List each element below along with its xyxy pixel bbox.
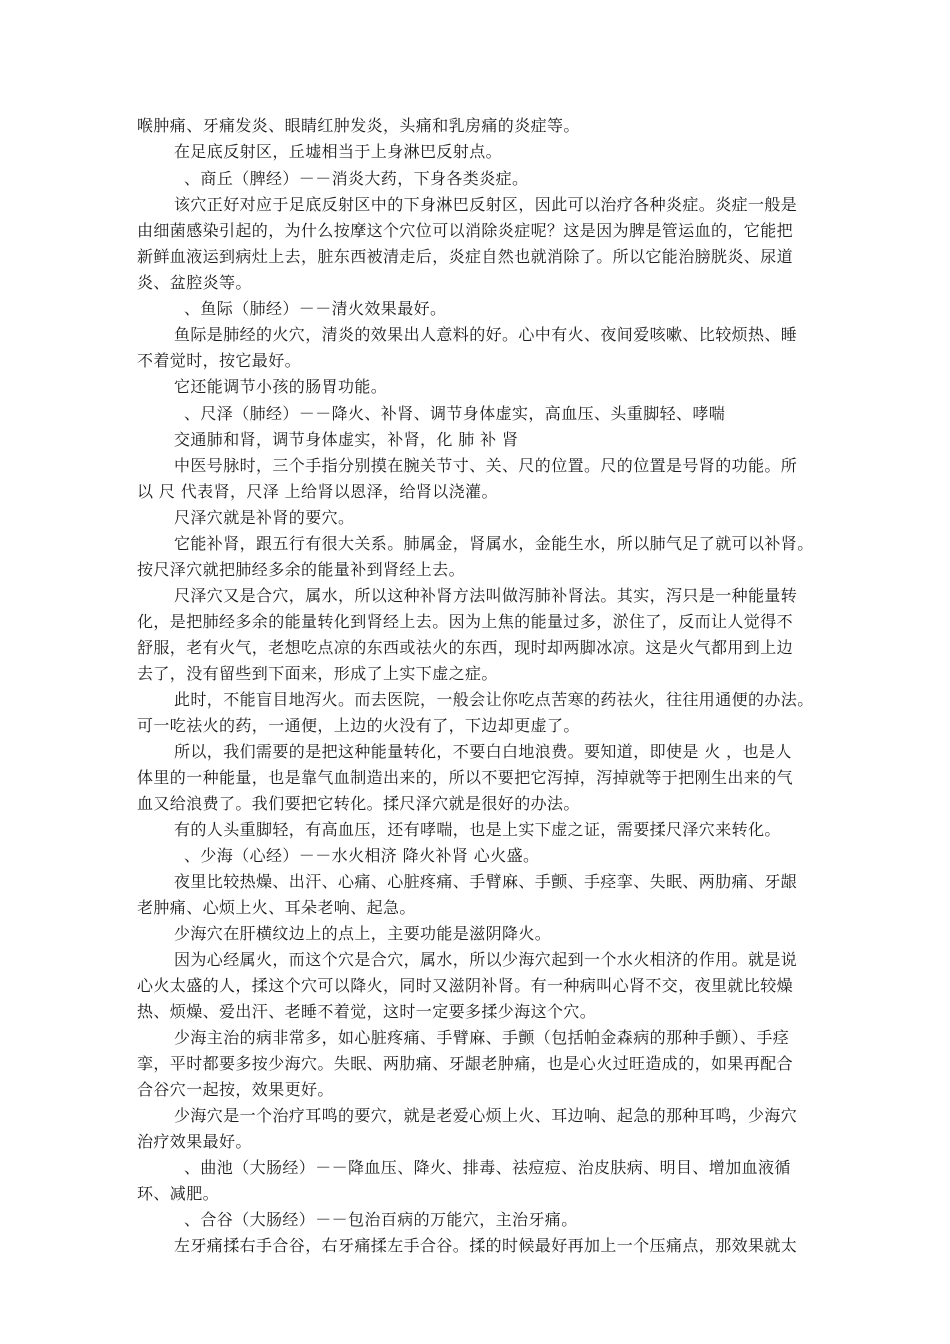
text-line: 少海穴在肝横纹边上的点上，主要功能是滋阴降火。 [174,924,552,943]
text-line: 化，是把肺经多余的能量转化到肾经上去。因为上焦的能量过多，淤住了，反而让人觉得不 [137,612,794,631]
text-line: 在足底反射区，丘墟相当于上身淋巴反射点。 [174,142,503,161]
text-line: 此时，不能盲目地泻火。而去医院，一般会让你吃点苦寒的药祛火，往往用通便的办法。 [174,690,814,709]
text-line: 去了，没有留些到下面来，形成了上实下虚之症。 [137,664,498,683]
text-line: 交通肺和肾，调节身体虚实，补肾，化 肺 补 肾 [174,430,519,449]
text-line: 心火太盛的人，揉这个穴可以降火，同时又滋阴补肾。有一种病叫心肾不交，夜里就比较燥 [137,976,794,995]
text-line: 鱼际是肺经的火穴，清炎的效果出人意料的好。心中有火、夜间爱咳嗽、比较烦热、睡 [174,325,798,344]
text-line: 血又给浪费了。我们要把它转化。揉尺泽穴就是很好的办法。 [137,794,580,813]
text-line: 由细菌感染引起的，为什么按摩这个穴位可以消除炎症呢？这是因为脾是管运血的，它能把 [137,221,794,240]
text-line: 可一吃祛火的药，一通便，上边的火没有了，下边却更虚了。 [137,716,580,735]
text-line: 有的人头重脚轻，有高血压，还有哮喘，也是上实下虚之证，需要揉尺泽穴来转化。 [174,820,781,839]
text-line: 热、烦燥、爱出汗、老睡不着觉，这时一定要多揉少海这个穴。 [137,1002,597,1021]
text-line: 治疗效果最好。 [137,1132,252,1151]
text-line: 尺泽穴就是补肾的要穴。 [174,508,355,527]
text-line: 它还能调节小孩的肠胃功能。 [174,377,388,396]
text-line: 合谷穴一起按，效果更好。 [137,1080,334,1099]
text-line: 环、减肥。 [137,1184,220,1203]
text-line: 因为心经属火，而这个穴是合穴，属水，所以少海穴起到一个水火相济的作用。就是说 [174,950,798,969]
heading-line: 、曲池（大肠经）－－降血压、降火、排毒、祛痘痘、治皮肤病、明目、增加血液循 [184,1158,791,1177]
text-line: 按尺泽穴就把肺经多余的能量补到肾经上去。 [137,560,466,579]
text-line: 它能补肾，跟五行有很大关系。肺属金，肾属水，金能生水，所以肺气足了就可以补肾。 [174,534,814,553]
text-line: 舒服，老有火气，老想吃点凉的东西或祛火的东西，现时却两脚冰凉。这是火气都用到上边 [137,638,794,657]
heading-line: 、尺泽（肺经）－－降火、补肾、调节身体虚实，高血压、头重脚轻、哮喘 [184,404,726,423]
heading-line: 、鱼际（肺经）－－清火效果最好。 [184,299,447,318]
text-line: 新鲜血液运到病灶上去，脏东西被清走后，炎症自然也就消除了。所以它能治膀胱炎、尿道 [137,247,794,266]
text-line: 尺泽穴又是合穴，属水，所以这种补肾方法叫做泻肺补肾法。其实，泻只是一种能量转 [174,586,798,605]
text-line: 不着觉时，按它最好。 [137,351,302,370]
text-line: 少海主治的病非常多，如心脏疼痛、手臂麻、手颤（包括帕金森病的那种手颤）、手痉 [174,1028,790,1047]
heading-line: 、商丘（脾经）－－消炎大药，下身各类炎症。 [184,169,529,188]
text-line: 少海穴是一个治疗耳鸣的要穴，就是老爱心烦上火、耳边响、起急的那种耳鸣，少海穴 [174,1106,798,1125]
text-line: 所以，我们需要的是把这种能量转化，不要白白地浪费。要知道，即使是 火 ，也是人 [174,742,792,761]
text-line: 夜里比较热燥、出汗、心痛、心脏疼痛、手臂麻、手颤、手痉挛、失眠、两肋痛、牙龈 [174,872,798,891]
text-line: 中医号脉时，三个手指分别摸在腕关节寸、关、尺的位置。尺的位置是号肾的功能。所 [174,456,798,475]
text-line: 左牙痛揉右手合谷，右牙痛揉左手合谷。揉的时候最好再加上一个压痛点，那效果就太 [174,1236,798,1255]
text-line: 炎、盆腔炎等。 [137,273,252,292]
heading-line: 、少海（心经）－－水火相济 降火补肾 心火盛。 [184,846,540,865]
heading-line: 、合谷（大肠经）－－包治百病的万能穴，主治牙痛。 [184,1210,578,1229]
text-line: 以 尺 代表肾，尺泽 上给肾以恩泽，给肾以浇灌。 [137,482,498,501]
text-line: 喉肿痛、牙痛发炎、眼睛红肿发炎，头痛和乳房痛的炎症等。 [137,116,580,135]
text-line: 体里的一种能量，也是靠气血制造出来的，所以不要把它泻掉，泻掉就等于把刚生出来的气 [137,768,794,787]
text-line: 该穴正好对应于足底反射区中的下身淋巴反射区，因此可以治疗各种炎症。炎症一般是 [174,195,798,214]
text-line: 老肿痛、心烦上火、耳朵老响、起急。 [137,898,416,917]
text-line: 挛，平时都要多按少海穴。失眠、两肋痛、牙龈老肿痛，也是心火过旺造成的，如果再配合 [137,1054,794,1073]
